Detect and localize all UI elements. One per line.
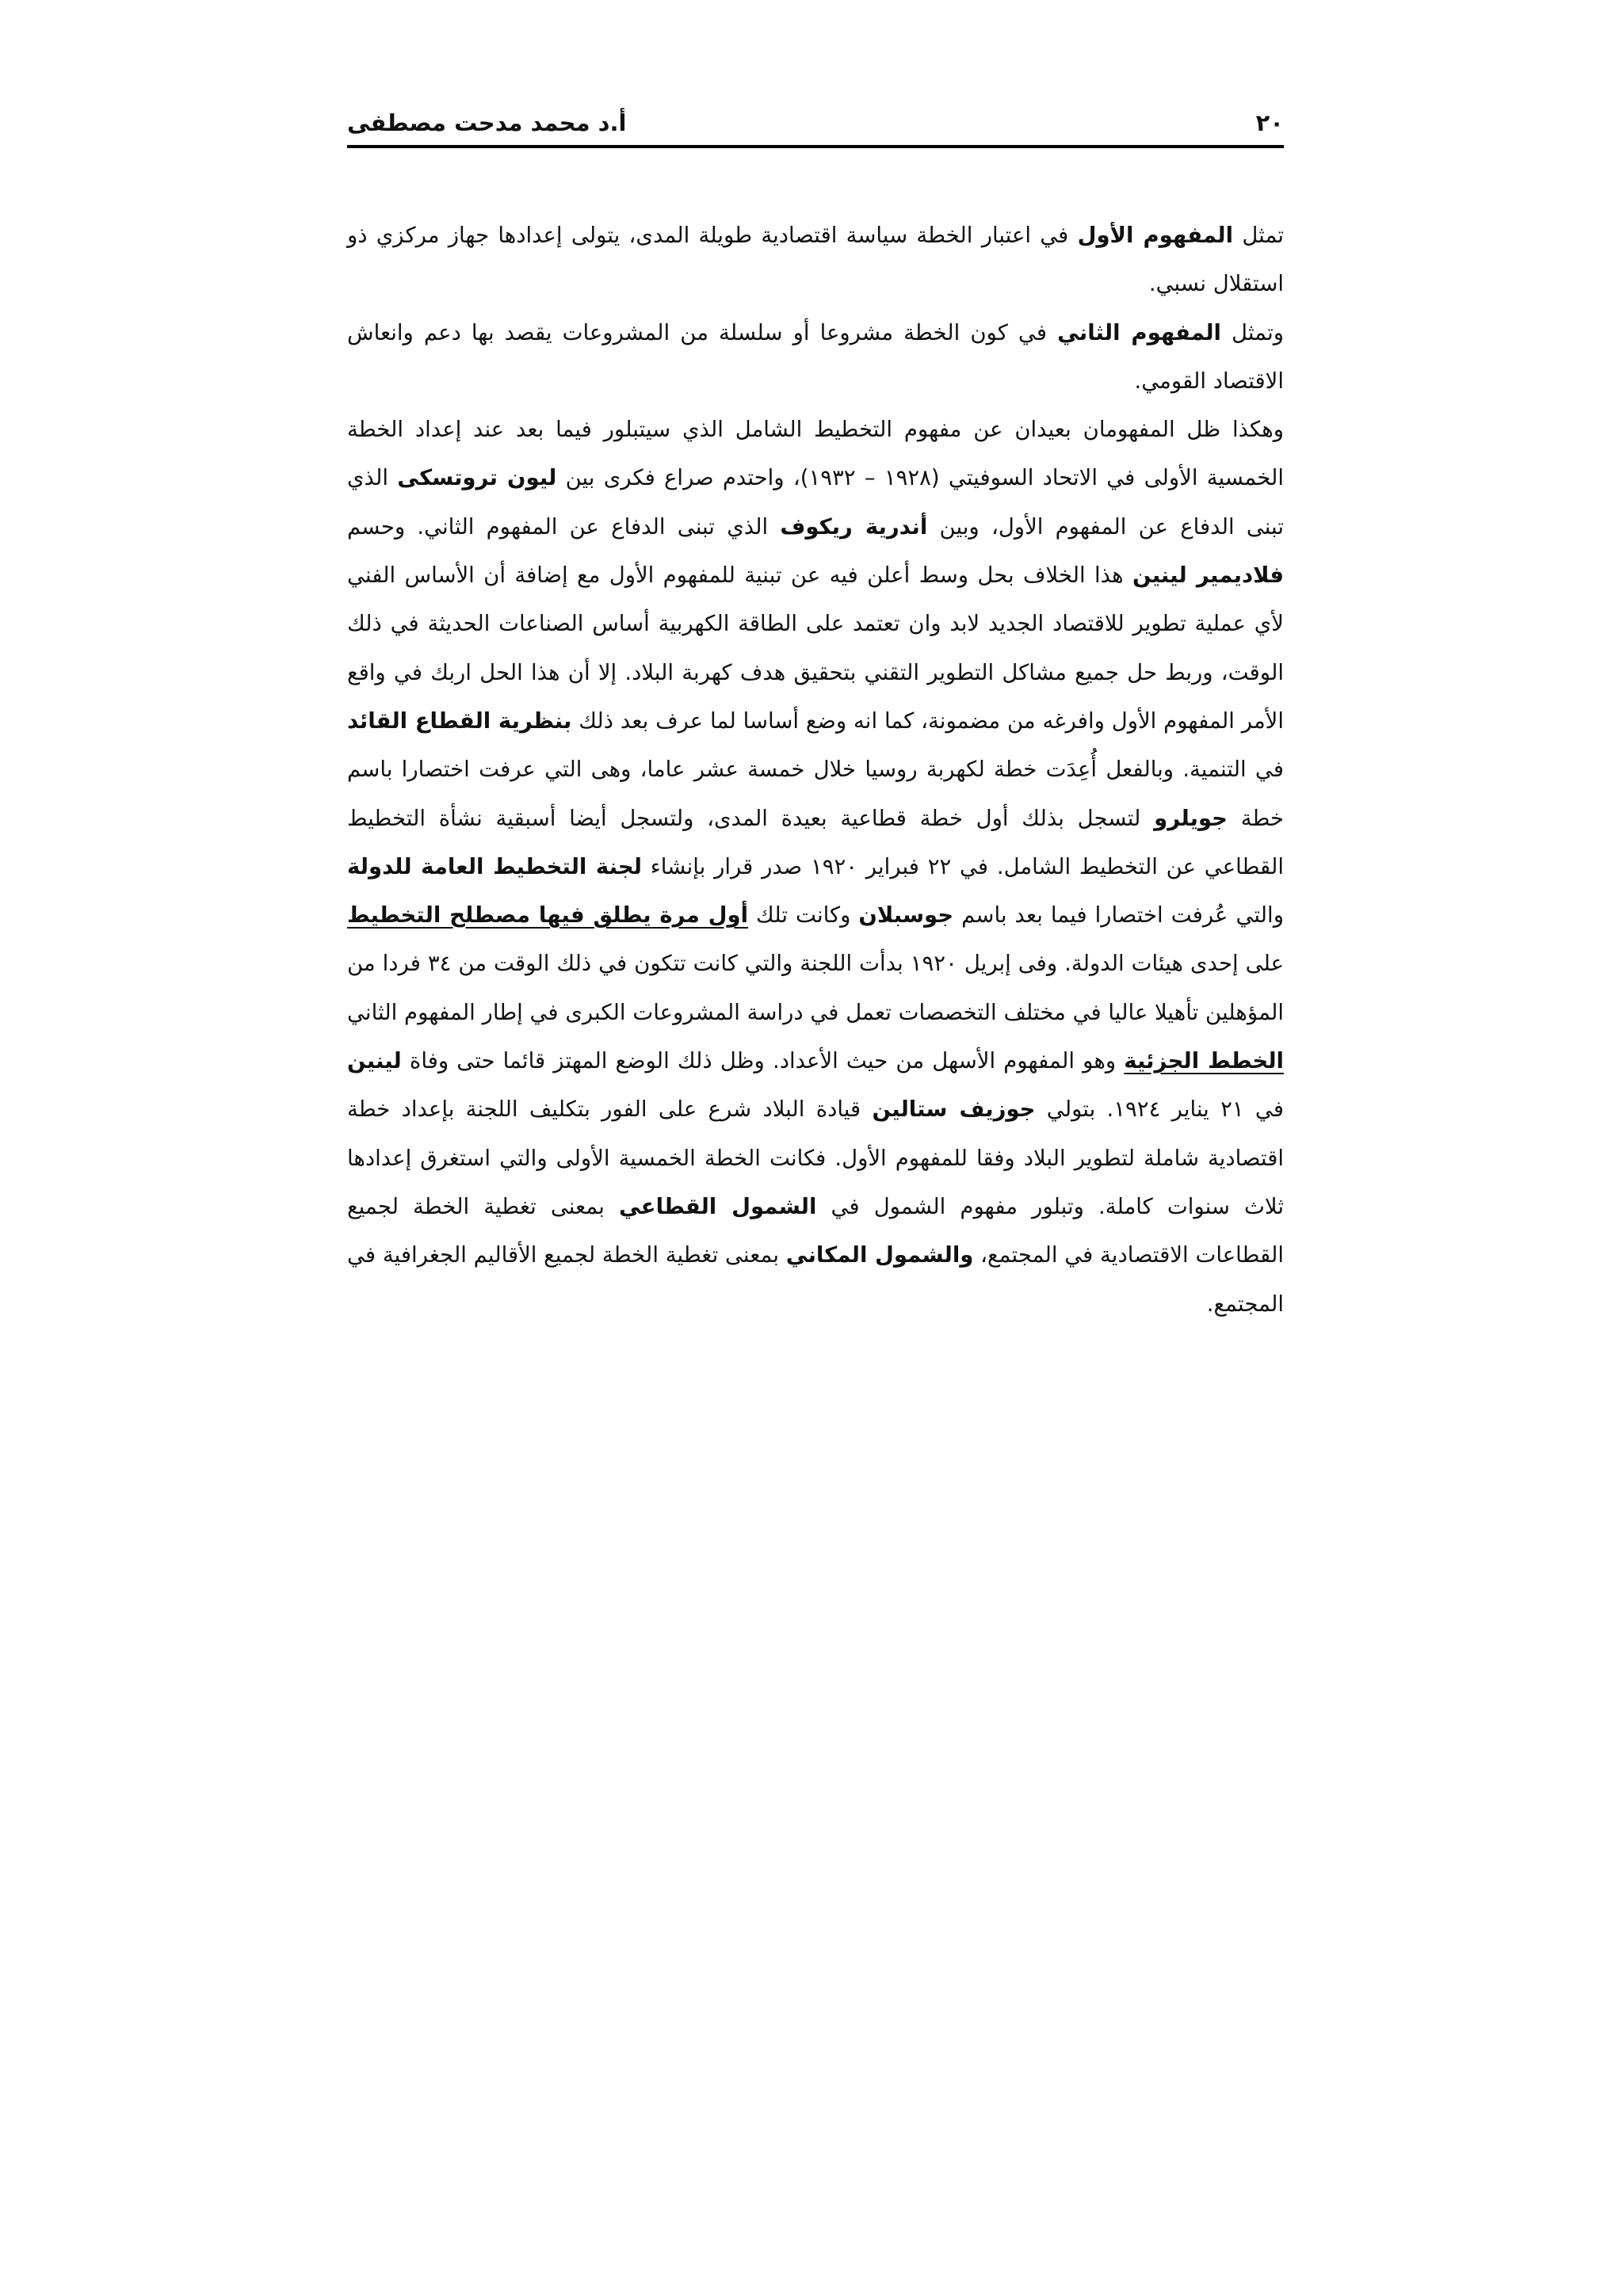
paragraph-text: وكانت تلك — [748, 902, 859, 929]
bold-term: والشمول المكاني — [785, 1242, 974, 1268]
paragraph-text: في التنمية. وبالفعل أُعِدَت خطة لكهربة روسيا خلال خمسة عشر عاما، وهى التي عرفت اختصارا باسم خطة — [347, 757, 1285, 831]
paragraph-first-concept — [347, 212, 1284, 309]
bold-term: لينين — [347, 1048, 402, 1074]
bold-term: فلاديمير لينين — [1132, 563, 1284, 589]
paragraph-text: وهكذا ظل المفهومان بعيدان عن مفهوم التخطيط الشامل الذي سيتبلور فيما بعد عند إعداد الخطة الخمسية الأولى في الاتحاد السوفيتي (١٩٢٨ – ١٩٣٢)، واحتدم صراع فكرى بين — [347, 417, 1284, 491]
page-number: ٢٠ — [1255, 109, 1284, 136]
paragraph-text: وهو المفهوم الأسهل من حيث الأعداد. وظل ذلك الوضع المهتز قائما حتى وفاة — [401, 1048, 1125, 1074]
paragraph-text: الذي تبنى الدفاع عن المفهوم الأول، وبين — [347, 465, 1285, 540]
paragraph-text: بمعنى تغطية الخطة لجميع الأقاليم الجغرافية في المجتمع. — [347, 1242, 1284, 1317]
bold-term: ليون تروتسكى — [397, 465, 557, 491]
paragraph-text: هذا الخلاف بحل وسط أعلن فيه عن تبنية للمفهوم الأول مع إضافة أن الأساس الفني لأي عملية تطوير للاقتصاد الجديد لابد وان تعتمد على الطاقة الكهربية أساس الصناعات الحديثة في ذلك الوقت، وربط حل جميع مشاكل التطوير التقني بتحقيق هدف كهربة البلاد. إلا أن هذا الحل اربك في واقع الأمر المفهوم الأول وافرغه من مضمونة، كما انه وضع أساسا لما عرف بعد ذلك — [347, 563, 1285, 734]
underlined-term: أول مرة يطلق فيها مصطلح التخطيط — [347, 902, 749, 929]
paragraph-text: على إحدى هيئات الدولة. وفى إبريل ١٩٢٠ بدأت اللجنة والتي كانت تتكون في ذلك الوقت من ٣٤ فردا من المؤهلين تأهيلا عاليا في مختلف التخصصات تعمل في دراسة المشروعات الكبرى في إطار المفهوم الثاني — [347, 951, 1285, 1025]
paragraph-text: قيادة البلاد شرع على الفور بتكليف اللجنة بإعداد خطة اقتصادية شاملة لتطوير البلاد وفقا للمفهوم الأول. فكانت الخطة الخمسية الأولى والتي استغرق إعدادها ثلاث سنوات كاملة. وتبلور مفهوم الشمول في — [347, 1097, 1284, 1219]
bold-term: أندرية ريكوف — [780, 513, 928, 540]
underlined-term: الخطط الجزئية — [1124, 1048, 1284, 1074]
paragraph-text: في اعتبار الخطة سياسة اقتصادية طويلة المدى، يتولى إعدادها جهاز مركزي ذو استقلال نسبي. — [347, 223, 1284, 297]
header-rule — [347, 145, 1284, 148]
paragraph-second-concept — [347, 309, 1284, 406]
paragraph-text: وتمثل — [1220, 319, 1285, 345]
running-header-author: أ.د محمد مدحت مصطفى — [347, 109, 627, 136]
body-text — [347, 212, 1284, 1329]
bold-term: لجنة التخطيط العامة للدولة — [347, 853, 642, 879]
bold-term: جويلرو — [1154, 805, 1228, 831]
bold-term: جوزيف ستالين — [872, 1097, 1036, 1123]
paragraph-text: في ٢١ يناير ١٩٢٤. بتولي — [1035, 1097, 1284, 1123]
paragraph-text: تمثل — [1233, 223, 1284, 248]
bold-term: بنظرية القطاع القائد — [347, 707, 572, 734]
paragraph-text: لتسجل بذلك أول خطة قطاعية بعيدة المدى، ولتسجل أيضا أسبقية نشأة التخطيط القطاعي عن التخطيط الشامل. في ٢٢ فبراير ١٩٢٠ صدر قرار بإنشاء — [347, 805, 1284, 879]
paragraph-text: بمعنى تغطية الخطة لجميع القطاعات الاقتصادية في المجتمع، — [347, 1193, 1284, 1268]
bold-term: المفهوم الأول — [1077, 223, 1234, 248]
paragraph-text: والتي عُرفت اختصارا فيما بعد باسم — [953, 902, 1284, 929]
paragraph-history — [347, 406, 1284, 1329]
bold-term: جوسبلان — [858, 902, 954, 929]
page-header — [347, 101, 1284, 146]
bold-term: المفهوم الثاني — [1057, 319, 1221, 345]
paragraph-text: في كون الخطة مشروعا أو سلسلة من المشروعات يقصد بها دعم وانعاش الاقتصاد القومي. — [347, 319, 1284, 394]
paragraph-text: الذي تبنى الدفاع عن المفهوم الثاني. وحسم — [347, 513, 781, 540]
bold-term: الشمول القطاعي — [618, 1193, 817, 1219]
